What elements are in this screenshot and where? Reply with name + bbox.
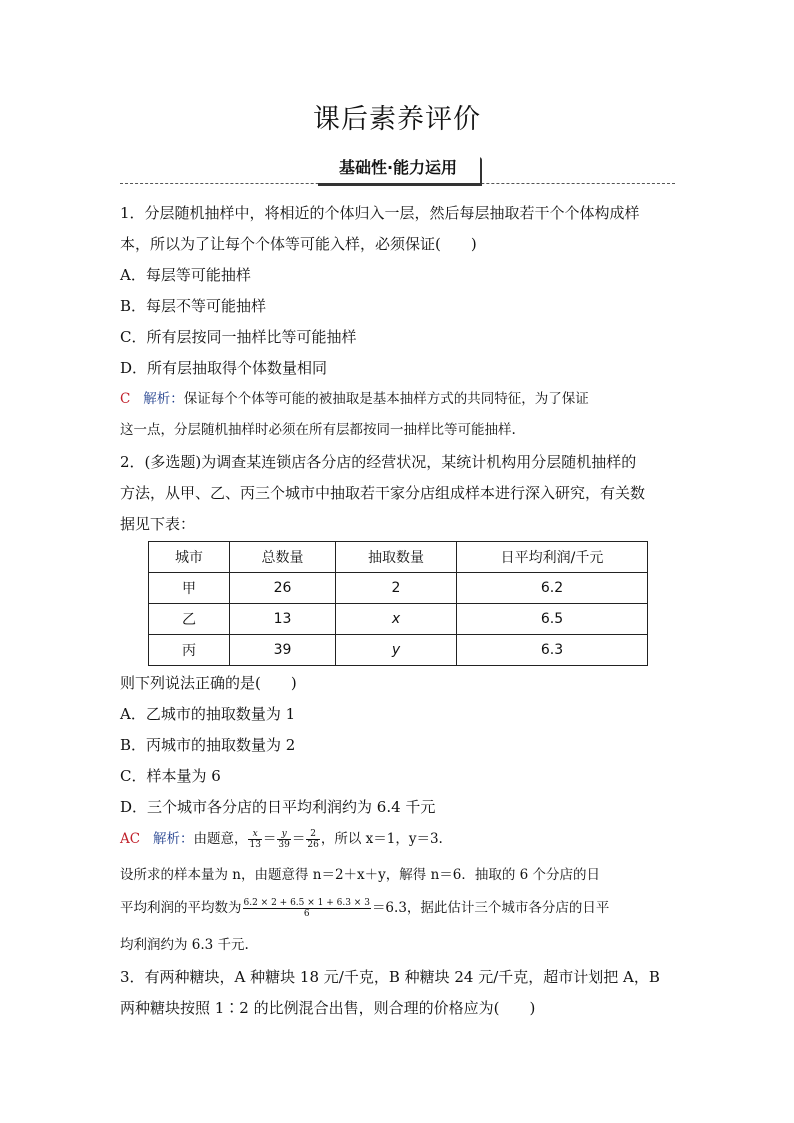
q2-analysis-label: 解析：: [152, 831, 194, 847]
table-header-row: [149, 542, 648, 573]
q1-answer: C: [120, 391, 131, 407]
section-header: [120, 154, 675, 186]
table-cell: y: [336, 635, 457, 666]
q2-analysis-mean-post: ＝6.3，据此估计三个城市各分店的日平: [371, 900, 610, 916]
section-title: 基础性·能力运用: [316, 154, 480, 183]
q2-question: 则下列说法正确的是( ): [120, 674, 297, 692]
q1-stem-line1: 1．分层随机抽样中，将相近的个体归入一层，然后每层抽取若干个个体构成样: [120, 204, 640, 222]
q1-option-d: D．所有层抽取得个体数量相同: [120, 359, 328, 377]
fraction-denominator: 39: [278, 840, 290, 850]
q1-stem-line2: 本，所以为了让每个个体等可能入样，必须保证( ): [120, 235, 477, 253]
q2-stem-line3: 据见下表：: [120, 515, 196, 533]
table-cell: 甲: [149, 573, 230, 604]
page-title: 课后素养评价: [313, 104, 481, 135]
q1-analysis-label: 解析：: [143, 391, 184, 407]
q2-option-a: A．乙城市的抽取数量为 1: [120, 705, 296, 723]
q2-stem-line1: 2．(多选题)为调查某连锁店各分店的经营状况，某统计机构用分层随机抽样的: [120, 453, 637, 471]
fraction-numerator: x: [248, 829, 261, 840]
table-cell: 6.2: [457, 573, 648, 604]
q1-option-b: B．每层不等可能抽样: [120, 297, 267, 315]
fraction-2-26: [306, 829, 319, 850]
fraction-y-39: [277, 829, 290, 850]
q2-analysis-pre: 由题意，: [193, 831, 248, 847]
fraction-numerator: 6.2 × 2 + 6.5 × 1 + 6.3 × 3: [243, 898, 370, 908]
q2-analysis-line1: AC 解析：由题意， $\frac{x}{13}$ ＝ $\frac{y}{39}$ ＝ $\frac{2}{26}$ ，所以 x＝1，y＝3.: [120, 829, 443, 850]
table-header-cell: 总数量: [230, 542, 336, 573]
section-divider: [120, 183, 675, 184]
q2-option-d: D．三个城市各分店的日平均利润约为 6.4 千元: [120, 798, 436, 816]
q1-analysis-text: 保证每个个体等可能的被抽取是基本抽样方式的共同特征，为了保证: [183, 391, 589, 407]
fraction-denominator: 26: [307, 840, 319, 850]
q2-analysis-line2: 设所求的样本量为 n，由题意得 n＝2＋x＋y，解得 n＝6．抽取的 6 个分店的日: [120, 867, 601, 883]
fraction-weighted-mean: [243, 898, 371, 919]
q1-option-c: C．所有层按同一抽样比等可能抽样: [120, 328, 357, 346]
table-cell: 39: [230, 635, 336, 666]
table-row: [149, 604, 648, 635]
fraction-numerator: y: [277, 829, 290, 840]
table-cell: 6.5: [457, 604, 648, 635]
fraction-x-13: [248, 829, 261, 850]
table-cell: 6.3: [457, 635, 648, 666]
q2-data-table: [148, 541, 648, 666]
q2-stem-line2: 方法，从甲、乙、丙三个城市中抽取若干家分店组成样本进行深入研究，有关数: [120, 484, 646, 502]
fraction-denominator: 13: [249, 840, 261, 850]
q2-analysis-post: ，所以 x＝1，y＝3.: [320, 831, 443, 847]
table-cell: 乙: [149, 604, 230, 635]
q3-stem-line2: 两种糖块按照 1∶2 的比例混合出售，则合理的价格应为( ): [120, 999, 536, 1017]
table-row: [149, 573, 648, 604]
q2-option-b: B．丙城市的抽取数量为 2: [120, 736, 296, 754]
table-header-cell: 抽取数量: [336, 542, 457, 573]
table-cell: 26: [230, 573, 336, 604]
table-header-cell: 日平均利润/千元: [457, 542, 648, 573]
q1-option-a: A．每层等可能抽样: [120, 266, 251, 284]
fraction-denominator: 6: [303, 909, 310, 919]
table-cell: 2: [336, 573, 457, 604]
table-header-cell: 城市: [149, 542, 230, 573]
q1-analysis-line1: [120, 389, 680, 409]
q2-analysis-line3: [120, 898, 680, 919]
table-cell: 13: [230, 604, 336, 635]
q2-option-c: C．样本量为 6: [120, 767, 221, 785]
fraction-numerator: 2: [306, 829, 319, 840]
table-row: [149, 635, 648, 666]
q2-answer: AC: [120, 831, 141, 847]
table-cell: x: [336, 604, 457, 635]
q3-stem-line1: 3．有两种糖块，A 种糖块 18 元/千克，B 种糖块 24 元/千克，超市计划把 A，B: [120, 968, 660, 986]
q2-analysis-line4: 均利润约为 6.3 千元.: [120, 937, 249, 953]
table-cell: 丙: [149, 635, 230, 666]
q2-analysis-mean-pre: 平均利润的平均数为: [120, 900, 242, 916]
q1-analysis-line2: 这一点，分层随机抽样时必须在所有层都按同一抽样比等可能抽样.: [120, 422, 516, 438]
